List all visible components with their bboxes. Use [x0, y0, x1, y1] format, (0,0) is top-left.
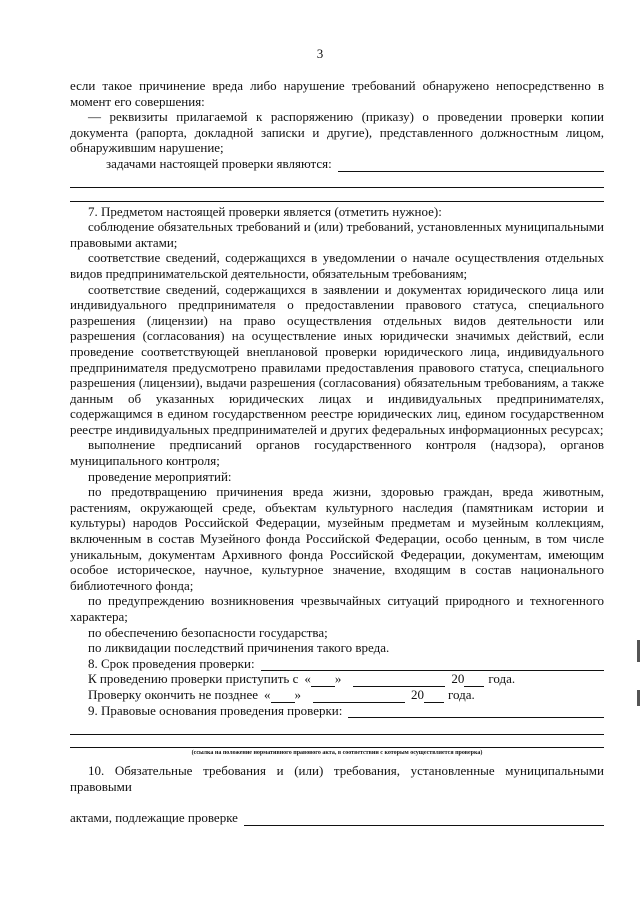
legal-extra-line-1 — [70, 718, 604, 735]
tasks-extra-line-1 — [70, 172, 604, 188]
term-label: 8. Срок проведения проверки: — [88, 655, 255, 671]
subject-item: по ликвидации последствий причинения такого вреда. — [88, 640, 390, 656]
requirements-label: актами, подлежащие проверке — [70, 810, 238, 826]
end-year-blank — [424, 690, 444, 703]
subject-item: соответствие сведений, содержащихся в уведомлении о начале осуществления отдельных видов предпринимательской деятельности, обязательным требованиям; — [70, 250, 604, 281]
tasks-blank-line — [338, 159, 604, 172]
end-day-blank — [271, 690, 295, 703]
term-row — [70, 656, 604, 672]
start-label: К проведению проверки приступить с — [88, 671, 299, 687]
start-year-blank — [464, 674, 484, 687]
requirements-paragraph: 10. Обязательные требования и (или) требования, установленные муниципальными правовыми — [70, 763, 604, 794]
document-body — [70, 78, 604, 826]
continuation-paragraph: если такое причинение вреда либо нарушение требований обнаружено непосредственно в момент его совершения: — [70, 78, 604, 109]
end-label: Проверку окончить не позднее — [88, 686, 259, 702]
tasks-extra-line-2 — [70, 188, 604, 202]
tasks-row — [70, 156, 604, 172]
subject-item: соблюдение обязательных требований и (или) требований, установленных муниципальными правовыми актами; — [70, 219, 604, 250]
requisites-paragraph: — реквизиты прилагаемой к распоряжению (приказу) о проведении проверки копии документа (рапорта, докладной записки и другие), представленного должностным лицом, обнаружившим нарушение; — [70, 109, 604, 156]
legal-blank-line — [348, 705, 604, 718]
subject-item: по предупреждению возникновения чрезвычайных ситуаций природного и техногенного характера; — [70, 593, 604, 624]
subject-item: по предотвращению причинения вреда жизни, здоровью граждан, вреда животным, растениям, окружающей среде, объектам культурного наследия (памятникам истории и культуры) народов Российской Федерации, музейным предметам и музейным коллекциям, включенным в состав Музейного фонда Российской Федерации, особо ценным, в том числе уникальным, документам Архивного фонда Российской Федерации, документам, имеющим особое историческое, научное, культурное значение, входящим в состав национального библиотечного фонда; — [70, 484, 604, 593]
legal-note: (ссылка на положение нормативного правового акта, в соответствии с которым осуществляется проверка) — [191, 750, 483, 757]
start-date-row: К проведению проверки приступить с « » 20 года. — [88, 671, 516, 687]
subject-intro: 7. Предметом настоящей проверки является (отметить нужное): — [88, 203, 442, 219]
start-month-blank — [353, 674, 445, 687]
end-date-row: Проверку окончить не позднее « » 20 года. — [88, 686, 475, 702]
start-day-blank — [311, 674, 335, 687]
tasks-label: задачами настоящей проверки являются: — [106, 155, 332, 171]
subject-item: выполнение предписаний органов государственного контроля (надзора), органов муниципального контроля; — [70, 437, 604, 469]
legal-label: 9. Правовые основания проведения проверки: — [88, 702, 343, 718]
requirements-blank-line — [244, 813, 604, 826]
page-number: 3 — [316, 46, 324, 61]
subject-item: по обеспечению безопасности государства; — [88, 624, 328, 640]
end-month-blank — [313, 690, 405, 703]
legal-row — [70, 703, 604, 719]
requirements-row — [70, 810, 604, 826]
subject-item: проведение мероприятий: — [88, 468, 232, 484]
subject-item: соответствие сведений, содержащихся в заявлении и документах юридического лица или индивидуального предпринимателя о предоставлении правового статуса, специального разрешения (лицензии) на право осуществления отдельных видов деятельности или разрешения (согласования) на осуществление иных юридически значимых действий, если проведение соответствующей внеплановой проверки юридического лица, индивидуального предпринимателя предусмотрено правилами предоставления правового статуса, специального разрешения (лицензии), выдачи разрешения (согласования) обязательным требованиям, а также данным об указанных юридических лицах и индивидуальных предпринимателях, содержащимся в едином государственном реестре юридических лиц, едином государственном реестре индивидуальных предпринимателей и других федеральных информационных ресурсах; — [70, 281, 604, 437]
term-blank-line — [261, 658, 604, 671]
legal-extra-line-2 — [70, 735, 604, 748]
